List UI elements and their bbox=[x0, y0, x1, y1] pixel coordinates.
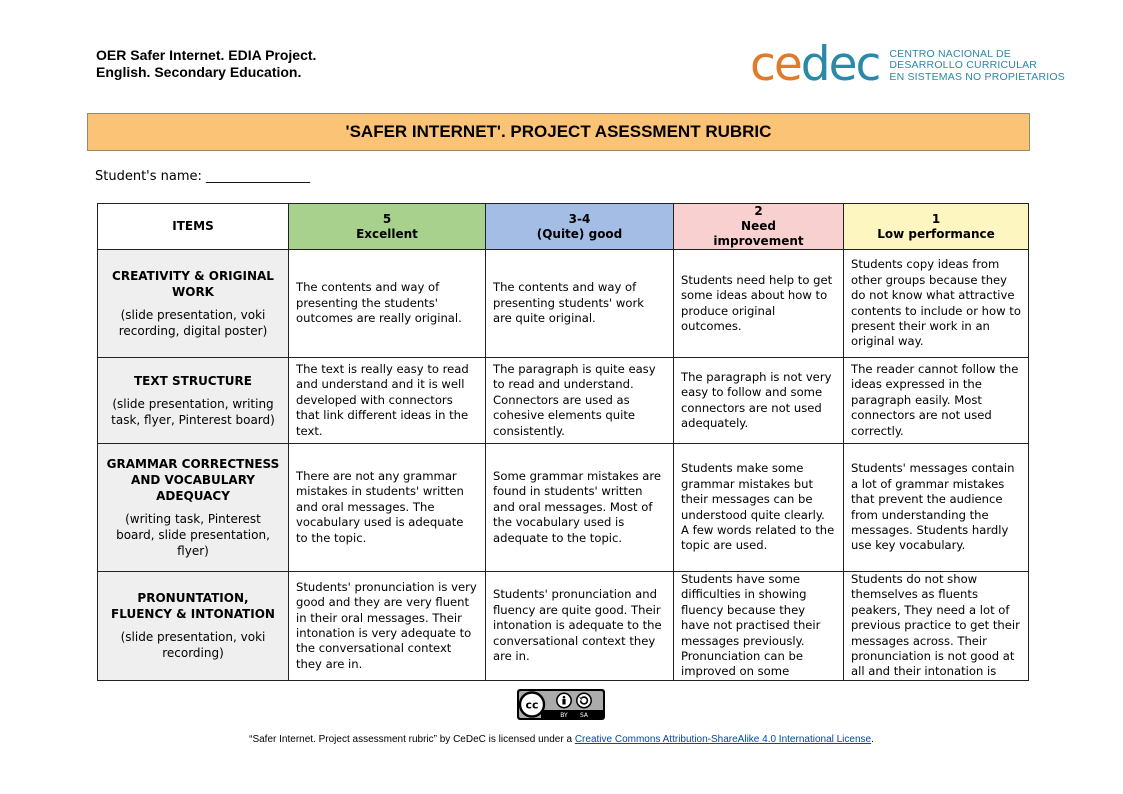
license-link[interactable]: Creative Commons Attribution-ShareAlike 4.0 International License bbox=[574, 734, 872, 745]
row-cell-score-2: The paragraph is not very easy to follow and some connectors are not used adequately. bbox=[674, 358, 844, 444]
logo-word-part-1: ce bbox=[750, 37, 801, 92]
cc-by-sa-badge[interactable] bbox=[517, 689, 605, 720]
rubric-table bbox=[97, 203, 1029, 681]
row-item bbox=[98, 250, 289, 358]
row-cell-score-2: Students need help to get some ideas about how to produce original outcomes. bbox=[674, 250, 844, 358]
document-header bbox=[96, 47, 316, 81]
table-row bbox=[98, 572, 1029, 681]
student-name-field: Student's name: ________________ bbox=[95, 169, 311, 184]
logo-word-part-2: dec bbox=[800, 37, 880, 92]
row-cell-score-3-4: Some grammar mistakes are found in students' written and oral messages. Most of the vocabulary used is adequate to the topic. bbox=[486, 444, 674, 572]
row-cell-score-1: Students' messages contain a lot of grammar mistakes that prevent the audience from understanding the messages. Students hardly use key vocabulary. bbox=[844, 444, 1029, 572]
row-cell-score-5: There are not any grammar mistakes in students' written and oral messages. The vocabulary used is adequate to the topic. bbox=[289, 444, 486, 572]
license-footer bbox=[0, 734, 1123, 745]
header-score-2-number: 2 bbox=[754, 204, 763, 218]
row-item bbox=[98, 572, 289, 681]
row-cell-score-2: Students have some difficulties in showing fluency because they have not practised their messages previously. Pronunciation can be improved on some bbox=[674, 572, 844, 681]
row-item-subtitle: (slide presentation, writing task, flyer, Pinterest board) bbox=[111, 397, 275, 427]
cedec-logo-tagline bbox=[889, 49, 1065, 84]
row-item-subtitle: (slide presentation, voki recording) bbox=[120, 630, 266, 661]
row-item-title: GRAMMAR CORRECTNESS AND VOCABULARY ADEQUACY bbox=[106, 457, 280, 503]
header-line-2: English. Secondary Education. bbox=[96, 64, 302, 80]
cedec-logo bbox=[750, 37, 1065, 92]
header-score-2 bbox=[674, 204, 844, 250]
header-score-5 bbox=[289, 204, 486, 250]
row-item-title: PRONUNTATION, FLUENCY & INTONATION bbox=[111, 591, 275, 622]
row-cell-score-3-4: The paragraph is quite easy to read and understand. Connectors are used as cohesive elements quite consistently. bbox=[486, 358, 674, 444]
header-score-2-label-2: improvement bbox=[713, 234, 804, 248]
license-period: . bbox=[871, 734, 874, 745]
header-line-1: OER Safer Internet. EDIA Project. bbox=[96, 47, 317, 63]
row-item-title: CREATIVITY & ORIGINAL WORK bbox=[112, 269, 274, 299]
header-score-1 bbox=[844, 204, 1029, 250]
cc-text: cc bbox=[525, 698, 539, 712]
cc-sa-label: SA bbox=[579, 711, 589, 718]
header-score-3-4-label: (Quite) good bbox=[536, 226, 623, 241]
header-items: ITEMS bbox=[98, 204, 289, 250]
table-row bbox=[98, 250, 1029, 358]
header-score-1-label: Low performance bbox=[877, 226, 995, 241]
header-score-1-number: 1 bbox=[931, 211, 941, 226]
cc-license-icon bbox=[519, 691, 603, 718]
license-text: “Safer Internet. Project assessment rubric” by CeDeC is licensed under a bbox=[249, 734, 575, 745]
row-cell-score-5: The contents and way of presenting the students' outcomes are really original. bbox=[289, 250, 486, 358]
row-cell-score-1: The reader cannot follow the ideas expressed in the paragraph easily. Most connectors are not used correctly. bbox=[844, 358, 1029, 444]
row-cell-score-3-4: Students' pronunciation and fluency are quite good. Their intonation is adequate to the conversational context they are in. bbox=[486, 572, 674, 681]
row-cell-score-5: The text is really easy to read and understand and it is well developed with connectors that link different ideas in the text. bbox=[289, 358, 486, 444]
header-score-5-number: 5 bbox=[382, 211, 392, 226]
cc-by-label: BY bbox=[560, 711, 568, 718]
logo-tag-line-1: CENTRO NACIONAL DE bbox=[889, 47, 1012, 60]
table-row bbox=[98, 358, 1029, 444]
header-score-5-label: Excellent bbox=[356, 226, 418, 241]
row-item-title: TEXT STRUCTURE bbox=[134, 374, 252, 388]
row-cell-score-3-4: The contents and way of presenting students' work are quite original. bbox=[486, 250, 674, 358]
table-header-row bbox=[98, 204, 1029, 250]
row-cell-score-5: Students' pronunciation is very good and they are very fluent in their oral messages. Their intonation is very adequate to the conversational context they are in. bbox=[289, 572, 486, 681]
logo-tag-line-2: DESARROLLO CURRICULAR bbox=[889, 59, 1038, 72]
table-row bbox=[98, 444, 1029, 572]
header-score-2-label-1: Need bbox=[741, 219, 776, 233]
row-item-subtitle: (slide presentation, voki recording, digital poster) bbox=[118, 308, 268, 338]
row-cell-score-1: Students do not show themselves as fluents peakers, They need a lot of previous practice to get their messages across. Their pronunciation is not good at all and their intonation is bbox=[844, 572, 1029, 681]
cedec-logo-word bbox=[750, 37, 880, 92]
row-item bbox=[98, 358, 289, 444]
header-score-3-4-number: 3-4 bbox=[568, 211, 591, 226]
row-item-subtitle: (writing task, Pinterest board, slide presentation, flyer) bbox=[116, 512, 270, 558]
row-cell-score-2: Students make some grammar mistakes but their messages can be understood quite clearly. A few words related to the topic are used. bbox=[674, 444, 844, 572]
row-cell-score-1: Students copy ideas from other groups because they do not know what attractive contents to include or how to present their work in an original way. bbox=[844, 250, 1029, 358]
row-item bbox=[98, 444, 289, 572]
header-score-3-4 bbox=[486, 204, 674, 250]
logo-tag-line-3: EN SISTEMAS NO PROPIETARIOS bbox=[889, 70, 1065, 83]
rubric-title: 'SAFER INTERNET'. PROJECT ASESSMENT RUBRIC bbox=[87, 113, 1030, 151]
